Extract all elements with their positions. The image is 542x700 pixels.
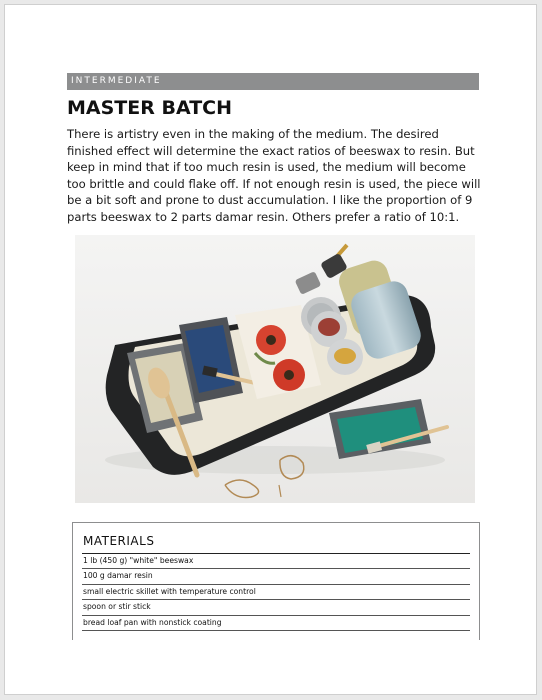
skillet-illustration [75,235,475,503]
skillet-photo [75,235,475,503]
list-item: 1 lb (450 g) "white" beeswax [82,554,470,569]
poppy-center-lower [284,370,294,380]
list-item: 100 g damar resin [82,569,470,584]
poppy-center-upper [266,335,276,345]
intro-paragraph: There is artistry even in the making of the medium. The desired finished effect will determine the exact ratios of beeswax to resin. But keep in mind that if too much resin is used, the medium will become too brittle and could flake off. If not enough resin is used, the piece will be a bit soft and prone to dust accumulation. I like the proportion of 9 parts beeswax to 2 parts damar resin. Others prefer a ratio of 10:1. [67,127,481,224]
materials-list [82,553,470,631]
list-item: bread loaf pan with nonstick coating [82,616,470,631]
document-page [4,4,537,695]
materials-box [72,522,480,640]
materials-heading: MATERIALS [83,534,155,548]
gold-pigment [334,348,356,364]
red-pigment [318,318,340,336]
list-item: spoon or stir stick [82,600,470,615]
difficulty-level-banner: INTERMEDIATE [67,73,479,90]
list-item: small electric skillet with temperature control [82,585,470,600]
section-title: MASTER BATCH [67,97,232,119]
